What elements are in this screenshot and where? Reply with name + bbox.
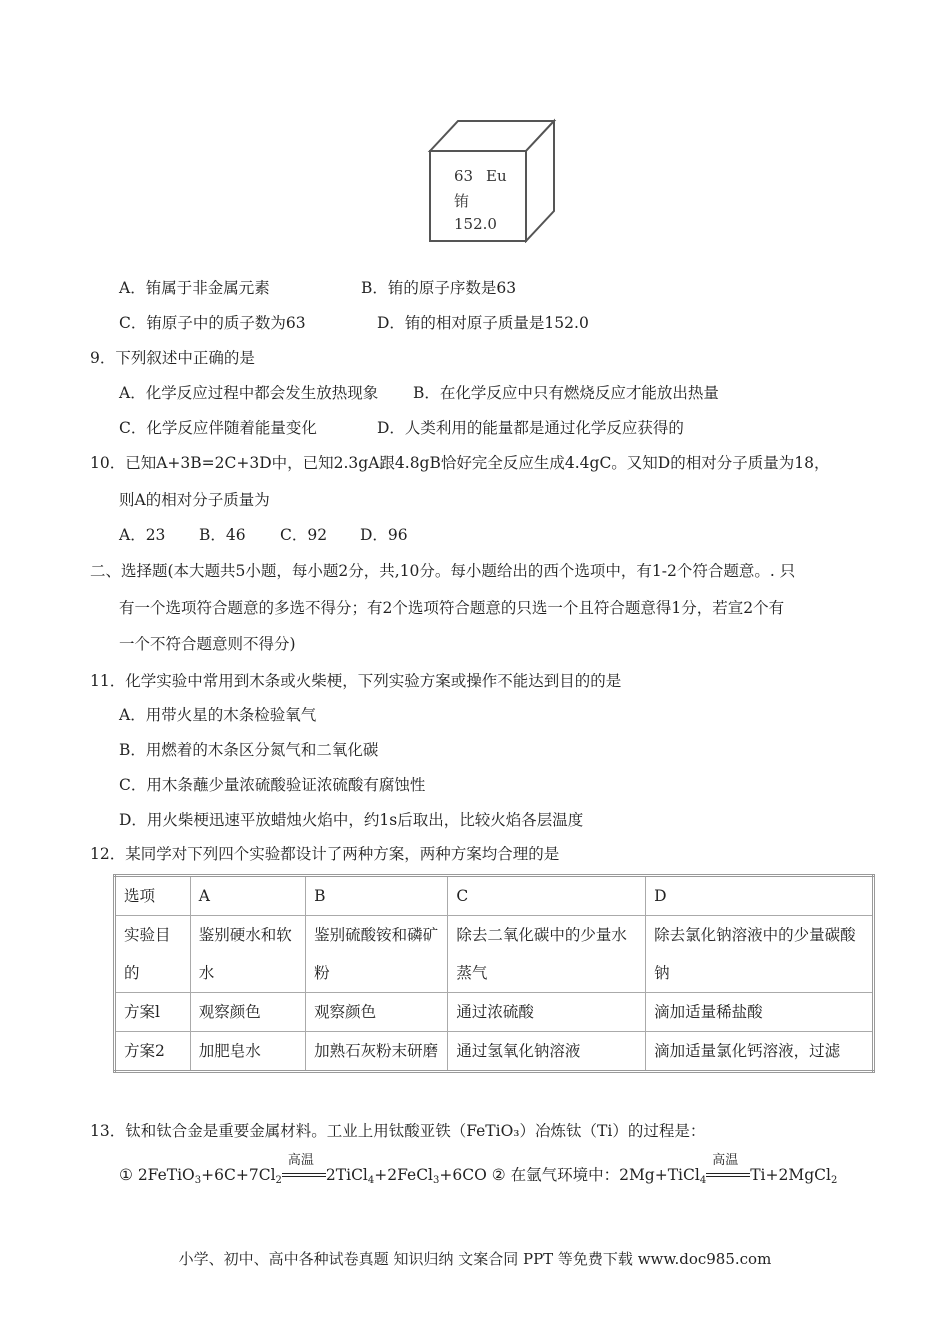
table-cell: 加肥皂水 [190,1032,305,1072]
element-name: 铕 [454,192,470,210]
table-cell: 通过浓硫酸 [448,993,646,1032]
q8-option-d: D．铕的相对原子质量是152.0 [377,314,589,332]
table-cell: 实验目的 [115,916,191,993]
q12-options-table [113,874,875,1073]
table-cell: 除去氯化钠溶液中的少量碳酸钠 [646,916,874,993]
element-symbol: Eu [486,167,507,185]
table-row [115,916,874,993]
q9-option-c: C．化学反应伴随着能量变化 [119,419,317,437]
q12-stem: 12．某同学对下列四个实验都设计了两种方案，两种方案均合理的是 [90,845,560,863]
high-temp-arrow-1 [282,1153,326,1182]
element-mass: 152.0 [454,215,497,233]
q10-option-b: B．46 [199,526,246,544]
table-cell: 方案2 [115,1032,191,1072]
table-header-cell: D [646,876,874,916]
table-cell: 滴加适量稀盐酸 [646,993,874,1032]
q10-stem-line2: 则A的相对分子质量为 [119,491,270,509]
q9-option-b: B．在化学反应中只有燃烧反应才能放出热量 [413,384,719,402]
equation-2-right: Ti+2MgCl$_2$ [750,1166,838,1186]
table-row [115,876,874,916]
table-header-cell: C [448,876,646,916]
reaction-condition-1: 高温 [287,1153,314,1168]
q13-stem: 13．钛和钛合金是重要金属材料。工业上用钛酸亚铁（FeTiO₃）冶炼钛（Ti）的过程是： [90,1122,706,1140]
table-header-cell: B [306,876,448,916]
table-cell: 鉴别硫酸铵和磷矿粉 [306,916,448,993]
equation-2-left: 2Mg+TiCl$_4$ [619,1166,707,1186]
table-cell: 滴加适量氯化钙溶液，过滤 [646,1032,874,1072]
table-cell: 观察颜色 [190,993,305,1032]
table-cell: 加熟石灰粉末研磨 [306,1032,448,1072]
q11-option-b: B．用燃着的木条区分氮气和二氧化碳 [119,741,379,759]
element-number: 63 [454,167,474,185]
q8-option-a: A．铕属于非金属元素 [119,279,270,297]
q10-option-a: A．23 [119,526,166,544]
high-temp-arrow-2 [706,1153,750,1182]
table-cell: 通过氢氧化钠溶液 [448,1032,646,1072]
equation-1-right: 2TiCl$_4$+2FeCl$_3$+6CO [325,1166,487,1186]
q9-option-a: A．化学反应过程中都会发生放热现象 [119,384,379,402]
q10-option-c: C．92 [280,526,328,544]
table-header-cell: 选项 [115,876,191,916]
q8-option-b: B．铕的原子序数是63 [361,279,517,297]
equation-1-left: ① $2FeTiO_3+6C+7Cl_2$ [119,1166,282,1186]
section2-heading-line1: 二、选择题(本大题共5小题，每小题2分，共,10分。每小题给出的西个选项中，有1-2个符合题意。. 只 [90,562,796,580]
table-cell: 除去二氧化碳中的少量水蒸气 [448,916,646,993]
page-footer: 小学、初中、高中各种试卷真题 知识归纳 文案合同 PPT 等免费下载 www.doc985.com [178,1250,772,1268]
q9-option-d: D．人类利用的能量都是通过化学反应获得的 [377,419,684,437]
q10-option-d: D．96 [360,526,408,544]
table-row [115,993,874,1032]
section2-heading-line2: 有一个选项符合题意的多选不得分；有2个选项符合题意的只选一个且符合题意得1分，若宣2个有 [119,599,785,617]
q11-stem: 11．化学实验中常用到木条或火柴梗，下列实验方案或操作不能达到目的的是 [90,672,622,690]
reaction-condition-2: 高温 [712,1153,739,1168]
q11-option-a: A．用带火星的木条检验氧气 [119,706,317,724]
table-cell: 方案l [115,993,191,1032]
q11-option-c: C．用木条蘸少量浓硫酸验证浓硫酸有腐蚀性 [119,776,426,794]
element-card-cube [426,117,558,243]
q11-option-d: D．用火柴梗迅速平放蜡烛火焰中，约1s后取出，比较火焰各层温度 [119,811,584,829]
q10-stem-line1: 10．已知A+3B=2C+3D中，已知2.3gA跟4.8gB恰好完全反应生成4.4gC。又知D的相对分子质量为18， [90,454,830,472]
q9-stem: 9．下列叙述中正确的是 [90,349,255,367]
section2-heading-line3: 一个不符合题意则不得分) [119,635,296,653]
equation-2-label: ② 在氩气环境中： [491,1166,620,1184]
q8-option-c: C．铕原子中的质子数为63 [119,314,306,332]
table-row [115,1032,874,1072]
table-cell: 观察颜色 [306,993,448,1032]
table-header-cell: A [190,876,305,916]
q13-equations [119,1153,838,1192]
table-cell: 鉴别硬水和软水 [190,916,305,993]
